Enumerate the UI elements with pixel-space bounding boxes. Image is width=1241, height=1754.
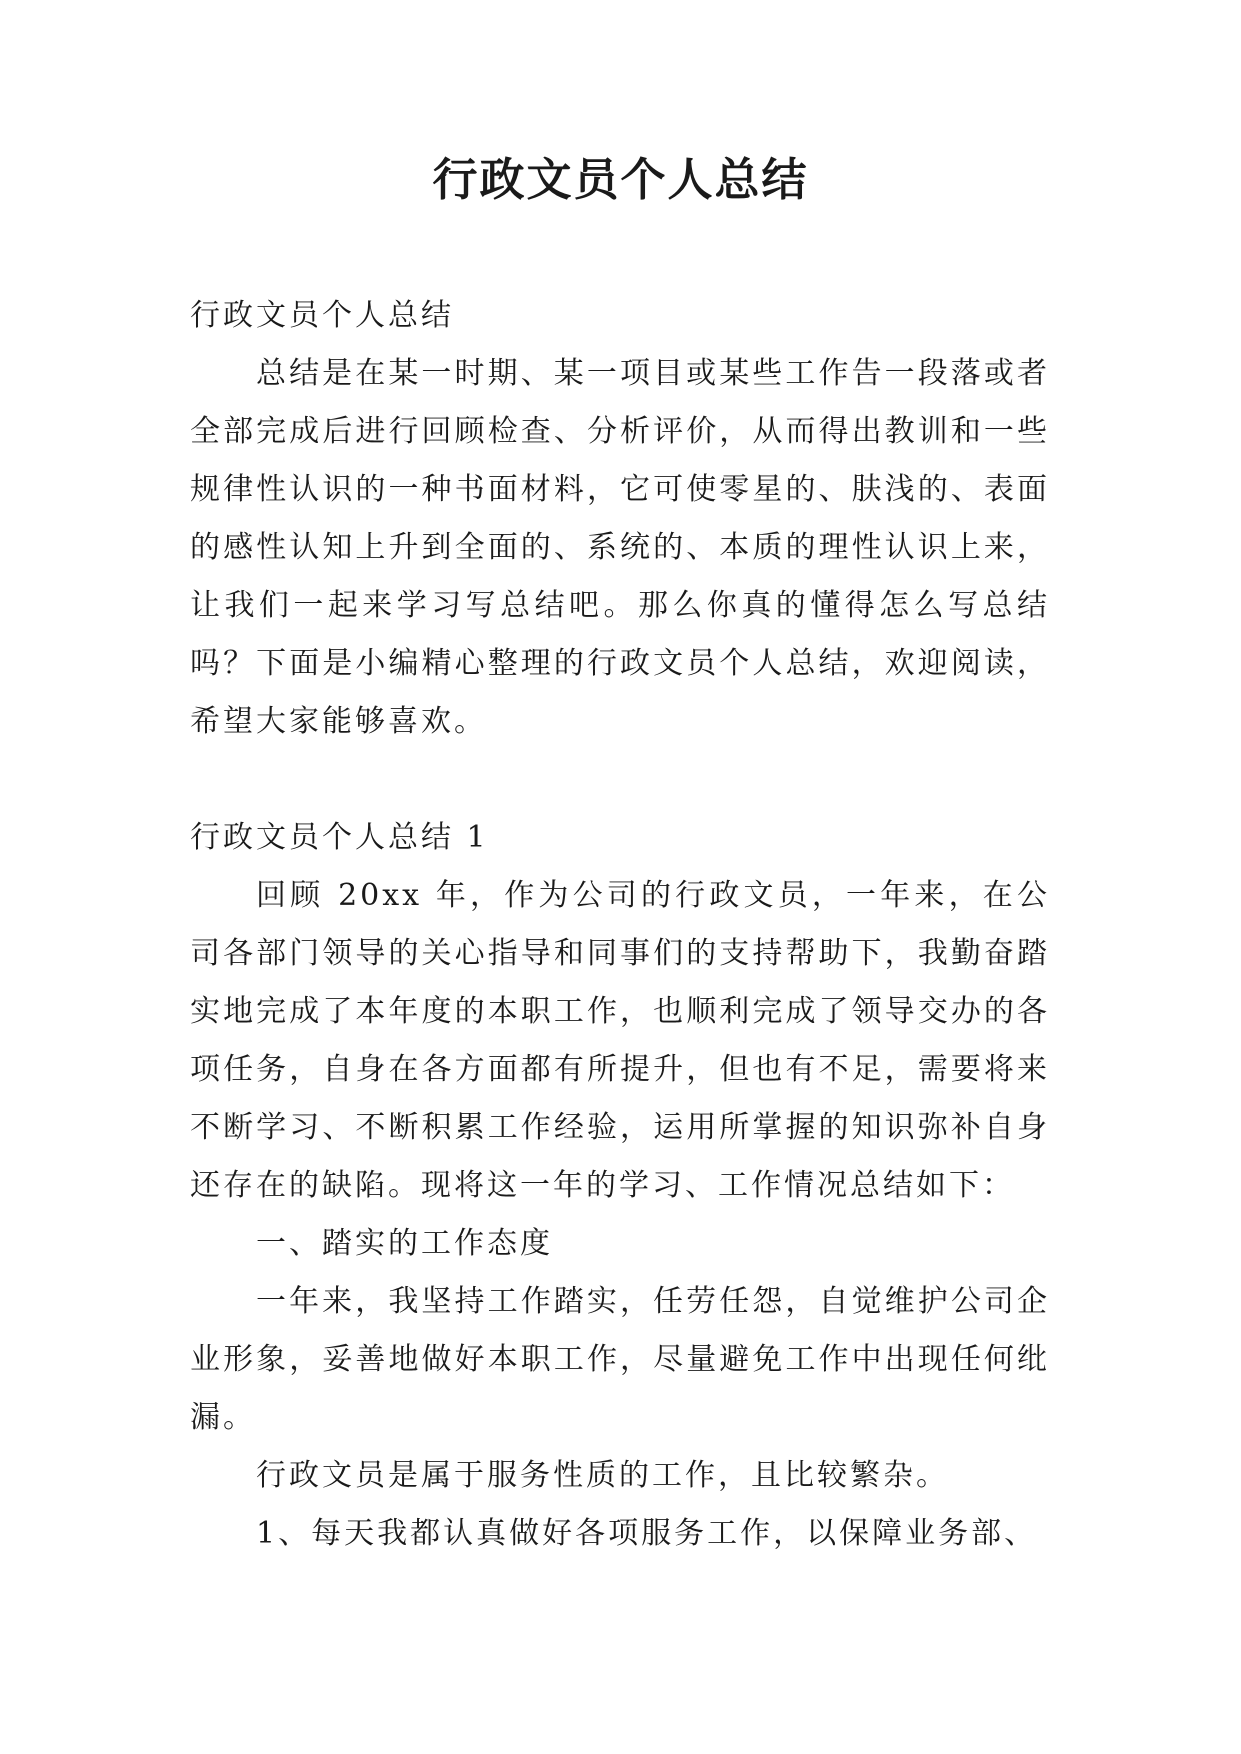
numbered-paragraph: 1、每天我都认真做好各项服务工作，以保障业务部、 bbox=[256, 1516, 1038, 1551]
section-spacer bbox=[190, 751, 1050, 809]
body-paragraph: 一年来，我坚持工作踏实，任劳任怨，自觉维护公司企业形象，妥善地做好本职工作，尽量避免工作中出现任何纰漏。 bbox=[190, 1284, 1050, 1435]
intro-heading: 行政文员个人总结 bbox=[190, 298, 454, 333]
body-paragraph: 行政文员是属于服务性质的工作，且比较繁杂。 bbox=[256, 1458, 949, 1493]
subsection-heading: 一、踏实的工作态度 bbox=[256, 1226, 553, 1261]
section-heading: 行政文员个人总结 1 bbox=[190, 820, 489, 855]
intro-paragraph: 总结是在某一时期、某一项目或某些工作告一段落或者全部完成后进行回顾检查、分析评价，从而得出教训和一些规律性认识的一种书面材料，它可使零星的、肤浅的、表面的感性认知上升到全面的、系统的、本质的理性认识上来，让我们一起来学习写总结吧。那么你真的懂得怎么写总结吗？下面是小编精心整理的行政文员个人总结，欢迎阅读，希望大家能够喜欢。 bbox=[190, 356, 1050, 739]
body-paragraph: 回顾 20xx 年，作为公司的行政文员，一年来，在公司各部门领导的关心指导和同事们的支持帮助下，我勤奋踏实地完成了本年度的本职工作，也顺利完成了领导交办的各项任务，自身在各方面都有所提升，但也有不足，需要将来不断学习、不断积累工作经验，运用所掌握的知识弥补自身还存在的缺陷。现将这一年的学习、工作情况总结如下： bbox=[190, 878, 1050, 1203]
document-title: 行政文员个人总结 bbox=[432, 153, 809, 206]
document-body bbox=[190, 287, 1050, 1563]
